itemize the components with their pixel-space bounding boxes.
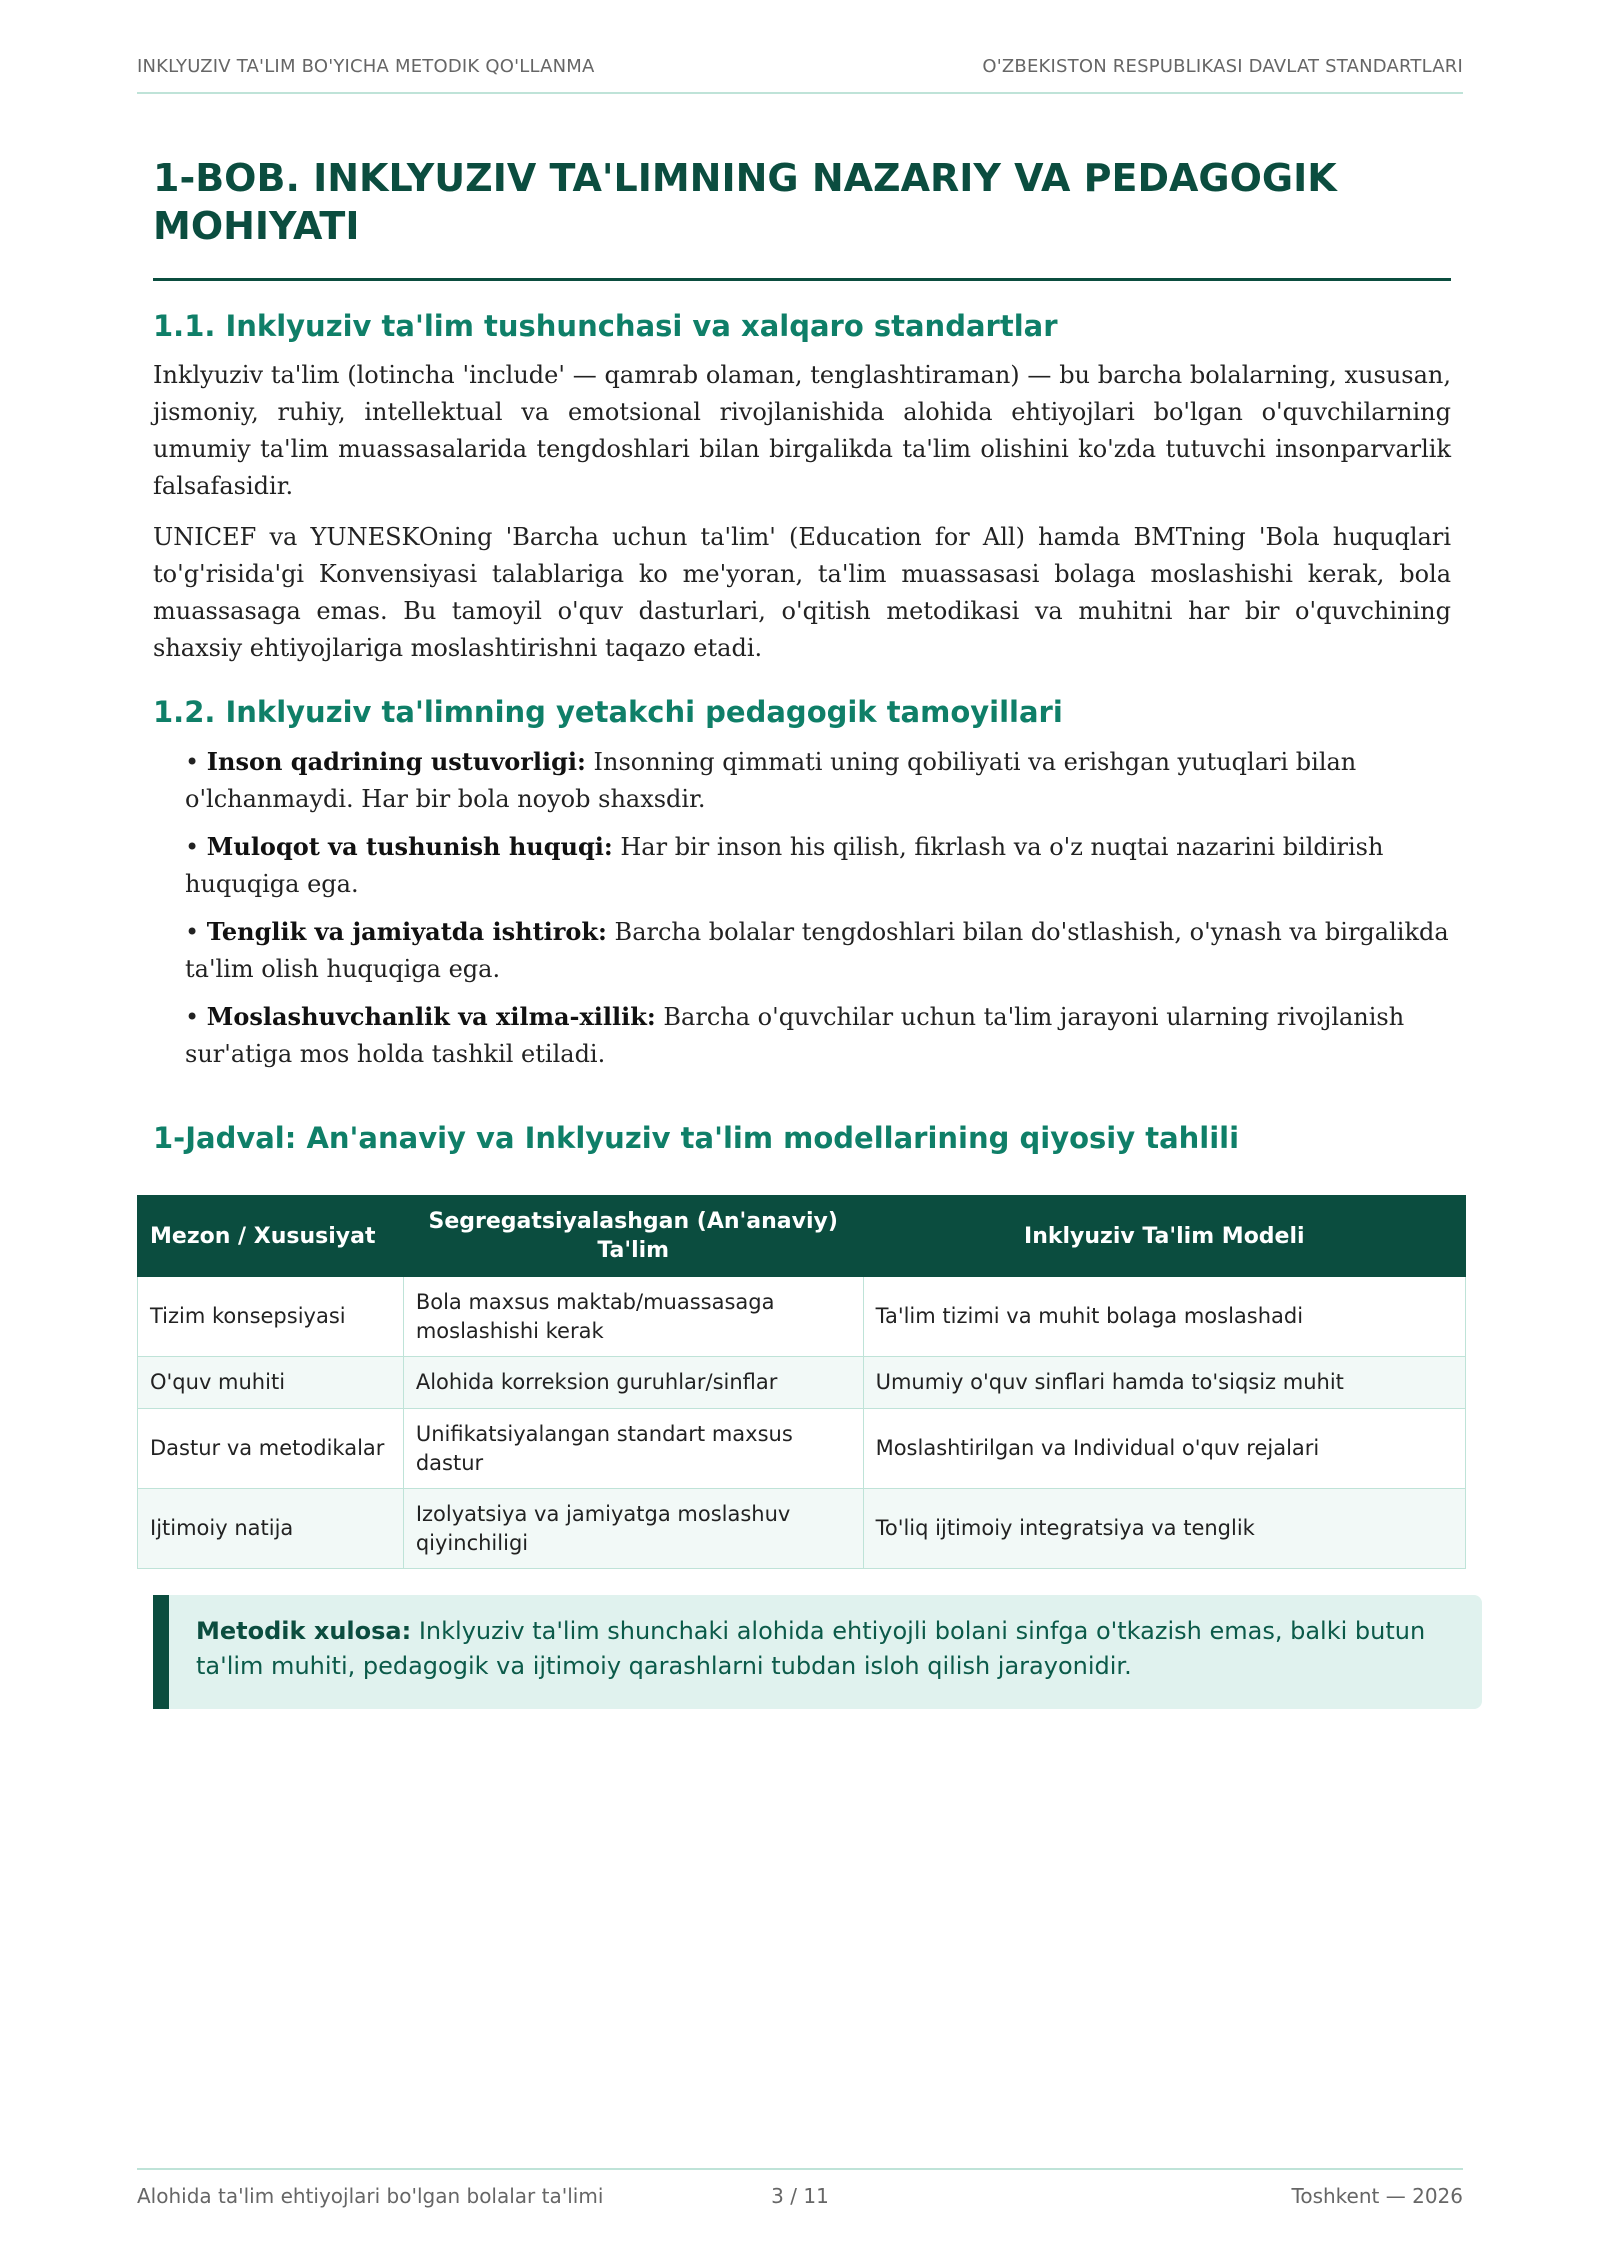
page-footer (137, 2168, 1463, 2208)
table-cell: Izolyatsiya va jamiyatga moslashuv qiyinchiligi (403, 1489, 863, 1569)
callout-label: Metodik xulosa: (196, 1617, 412, 1645)
table-title: 1-Jadval: An'anaviy va Inklyuziv ta'lim modellarining qiyosiy tahlili (153, 1121, 1240, 1155)
table-cell: Moslashtirilgan va Individual o'quv rejalari (863, 1409, 1465, 1489)
table-cell: O'quv muhiti (138, 1357, 404, 1409)
principles-list (153, 743, 1451, 1073)
principle-text: Barcha bolalar tengdoshlari bilan do'stlashish, o'ynash va birgalikda ta'lim olish huquqiga ega. (185, 918, 1449, 983)
table-row (138, 1277, 1466, 1357)
principle-item: • Inson qadrining ustuvorligi: Insonning qimmati uning qobiliyati va erishgan yutuqlari bilan o'lchanmaydi. Har bir bola noyob shaxsdir. (185, 747, 1357, 813)
page-header (137, 56, 1463, 94)
principle-item: • Moslashuvchanlik va xilma-xillik: Barcha o'quvchilar uchun ta'lim jarayoni ularning rivojlanish sur'atiga mos holda tashkil etiladi. (185, 1002, 1405, 1068)
principle-text: Insonning qimmati uning qobiliyati va erishgan yutuqlari bilan o'lchanmaydi. Har bir bola noyob shaxsdir. (185, 748, 1357, 813)
table-cell: To'liq ijtimoiy integratsiya va tenglik (863, 1489, 1465, 1569)
principle-term: Muloqot va tushunish huquqi: (206, 832, 613, 861)
table-header-cell: Mezon / Xususiyat (138, 1196, 404, 1277)
table-row (138, 1357, 1466, 1409)
table-cell: Umumiy o'quv sinflari hamda to'siqsiz muhit (863, 1357, 1465, 1409)
principle-item: • Muloqot va tushunish huquqi: Har bir inson his qilish, fikrlash va o'z nuqtai nazarini bildirish huquqiga ega. (185, 832, 1384, 898)
table-header-cell: Segregatsiyalashgan (An'anaviy) Ta'lim (403, 1196, 863, 1277)
principle-term: Inson qadrining ustuvorligi: (206, 747, 586, 776)
footer-left-text: Alohida ta'lim ehtiyojlari bo'lgan bolalar ta'limi (137, 2184, 604, 2208)
header-left-title: INKLYUZIV TA'LIM BO'YICHA METODIK QO'LLANMA (137, 56, 595, 77)
table-cell: Tizim konsepsiyasi (138, 1277, 404, 1357)
footer-right-text: Toshkent — 2026 (1291, 2184, 1463, 2208)
table-cell: Unifikatsiyalangan standart maxsus dastur (403, 1409, 863, 1489)
principle-text: Har bir inson his qilish, fikrlash va o'z nuqtai nazarini bildirish huquqiga ega. (185, 833, 1384, 898)
table-cell: Ijtimoiy natija (138, 1489, 404, 1569)
principle-term: Moslashuvchanlik va xilma-xillik: (206, 1002, 656, 1031)
principle-term: Tenglik va jamiyatda ishtirok: (206, 917, 607, 946)
table-cell: Ta'lim tizimi va muhit bolaga moslashadi (863, 1277, 1465, 1357)
section-title-1-2: 1.2. Inklyuziv ta'limning yetakchi pedagogik tamoyillari (153, 695, 1063, 729)
table-row (138, 1409, 1466, 1489)
principle-item: • Tenglik va jamiyatda ishtirok: Barcha bolalar tengdoshlari bilan do'stlashish, o'ynash va birgalikda ta'lim olish huquqiga ega. (185, 917, 1449, 983)
comparison-table (137, 1195, 1466, 1569)
table-header-row (138, 1196, 1466, 1277)
section-title-1-1: 1.1. Inklyuziv ta'lim tushunchasi va xalqaro standartlar (153, 309, 1058, 343)
table-cell: Bola maxsus maktab/muassasaga moslashishi kerak (403, 1277, 863, 1357)
page-number: 3 / 11 (771, 2184, 829, 2208)
table-cell: Alohida korreksion guruhlar/sinflar (403, 1357, 863, 1409)
methodical-conclusion-callout (153, 1595, 1482, 1709)
main-content (153, 150, 1451, 1177)
callout-text: Inklyuziv ta'lim shunchaki alohida ehtiyojli bolani sinfga o'tkazish emas, balki butun ta'lim muhiti, pedagogik va ijtimoiy qarashlarni tubdan isloh qilish jarayonidir. (196, 1617, 1426, 1680)
paragraph-2: UNICEF va YUNESKOning 'Barcha uchun ta'lim' (Education for All) hamda BMTning 'Bola huquqlari to'g'risida'gi Konvensiyasi talablariga ko me'yoran, ta'lim muassasasi bolaga moslashishi kerak, bola muassasaga emas. Bu tamoyil o'quv dasturlari, o'qitish metodikasi va muhitni har bir o'quvchining shaxsiy ehtiyojlariga moslashtirishni taqazo etadi. (153, 523, 1451, 662)
paragraph-1: Inklyuziv ta'lim (lotincha 'include' — qamrab olaman, tenglashtiraman) — bu barcha bolalarning, xususan, jismoniy, ruhiy, intellektual va emotsional rivojlanishida alohida ehtiyojlari bo'lgan o'quvchilarning umumiy ta'lim muassasalarida tengdoshlari bilan birgalikda ta'lim olishini ko'zda tutuvchi insonparvarlik falsafasidir. (153, 361, 1451, 500)
header-right-title: O'ZBEKISTON RESPUBLIKASI DAVLAT STANDARTLARI (982, 56, 1463, 77)
table-cell: Dastur va metodikalar (138, 1409, 404, 1489)
table-row (138, 1489, 1466, 1569)
chapter-title: 1-BOB. INKLYUZIV TA'LIMNING NAZARIY VA PEDAGOGIK MOHIYATI (153, 150, 1451, 281)
principle-text: Barcha o'quvchilar uchun ta'lim jarayoni ularning rivojlanish sur'atiga mos holda tashkil etiladi. (185, 1003, 1405, 1068)
table-header-cell: Inklyuziv Ta'lim Modeli (863, 1196, 1465, 1277)
